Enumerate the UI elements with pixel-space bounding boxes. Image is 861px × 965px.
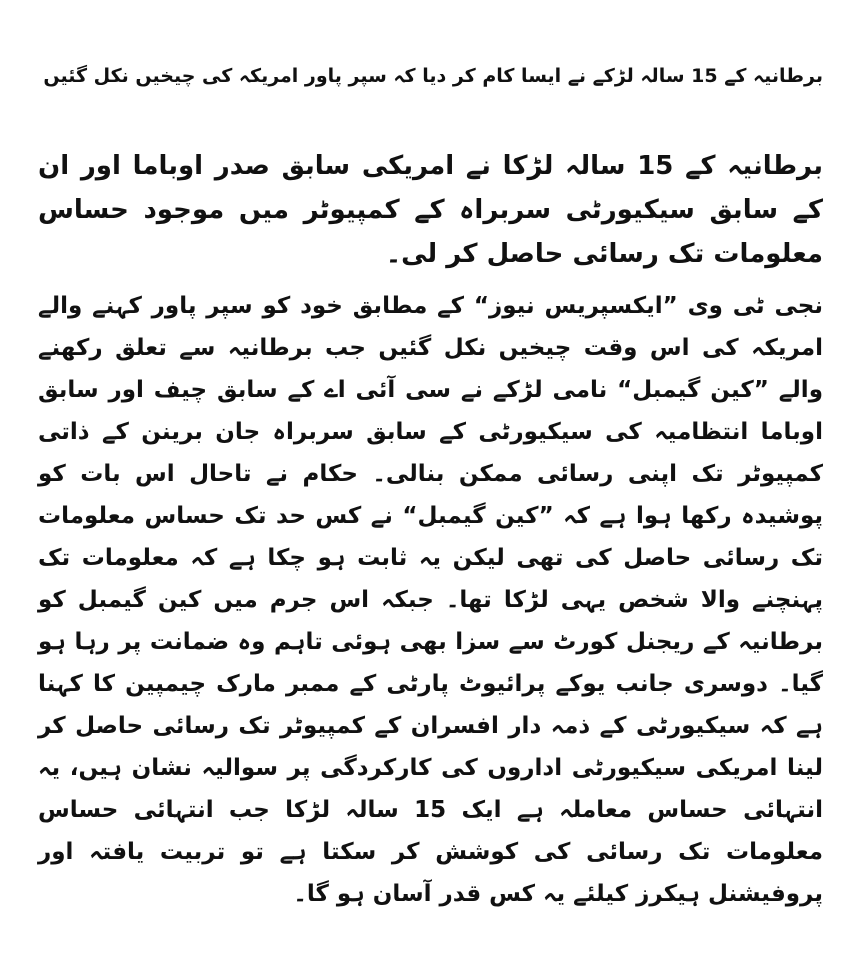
article-intro-paragraph: برطانیہ کے 15 سالہ لڑکا نے امریکی سابق صدر اوباما اور ان کے سابق سیکیورٹی سربراہ کے کمپیوٹر میں موجود حساس معلومات تک رسائی حاصل کر لی۔ <box>38 151 823 269</box>
article-body-paragraph: نجی ٹی وی ”ایکسپریس نیوز“ کے مطابق خود کو سپر پاور کہنے والے امریکہ کی اس وقت چیخیں نکل گئیں جب برطانیہ سے تعلق رکھنے والے ”کین گیمبل“ نامی لڑکے نے سی آئی اے کے سابق چیف اور سابق اوباما انتظامیہ کی سیکیورٹی کے سابق سربراہ جان برینن کے ذاتی کمپیوٹر تک اپنی رسائی ممکن بنالی۔ حکام نے تاحال اس بات کو پوشیدہ رکھا ہوا ہے کہ ”کین گیمبل“ نے کس حد تک حساس معلومات تک رسائی حاصل کی تھی لیکن یہ ثابت ہو چکا ہے کہ معلومات تک پہنچنے والا شخص یہی لڑکا تھا۔ جبکہ اس جرم میں کین گیمبل کو برطانیہ کے ریجنل کورٹ سے سزا بھی ہوئی تاہم وہ ضمانت پر رہا ہو گیا۔ دوسری جانب یوکے پرائیوٹ پارٹی کے ممبر مارک چیمپین کا کہنا ہے کہ سیکیورٹی کے ذمہ دار افسران کے کمپیوٹر تک رسائی حاصل کر لینا امریکی سیکیورٹی اداروں کی کارکردگی پر سوالیہ نشان ہیں، یہ انتہائی حساس معاملہ ہے ایک 15 سالہ لڑکا جب انتہائی حساس معلومات تک رسائی کی کوشش کر سکتا ہے تو تربیت یافتہ اور پروفیشنل ہیکرز کیلئے یہ کس قدر آسان ہو گا۔ <box>38 293 823 907</box>
article-headline: برطانیہ کے 15 سالہ لڑکے نے ایسا کام کر دیا کہ سپر پاور امریکہ کی چیخیں نکل گئیں <box>43 64 823 87</box>
